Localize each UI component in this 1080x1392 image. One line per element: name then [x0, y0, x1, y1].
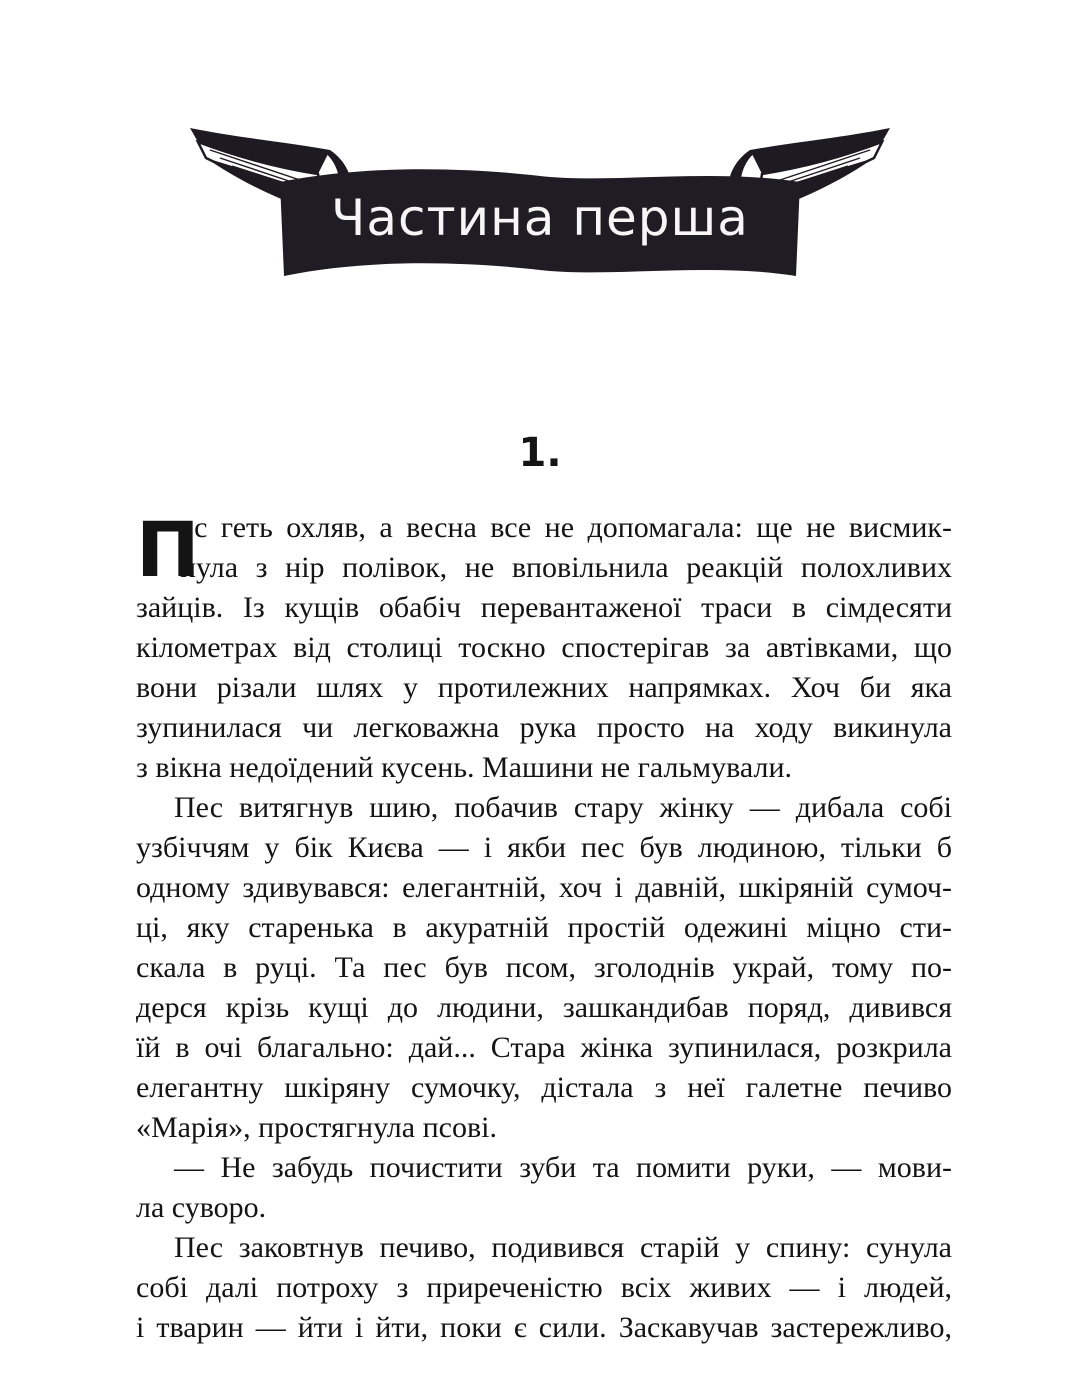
text-line: узбіччям у бік Києва — і якби пес був людиною, тільки б — [136, 831, 952, 864]
part-title: Частина перша — [331, 189, 749, 247]
text-line: елегантну шкіряну сумочку, дістала з неї галетне печиво — [136, 1071, 952, 1104]
text-line: одному здивувався: елегантній, хоч і давній, шкіряній сумоч- — [136, 871, 952, 904]
text-line: і тварин — йти і йти, поки є сили. Заскавучав застережливо, — [136, 1311, 952, 1344]
text-line: нула з нір полівок, не вповільнила реакцій полохливих — [180, 551, 952, 584]
text-line: ес геть охляв, а весна все не допомагала: ще не висмик- — [180, 511, 952, 544]
text-line: — Не забудь почистити зуби та помити руки, — мови- — [174, 1151, 952, 1184]
text-line: зупинилася чи легковажна рука просто на ходу викинула — [136, 711, 952, 744]
drop-cap: П — [136, 505, 200, 594]
text-line: Пес витягнув шию, побачив стару жінку — дибала собі — [174, 791, 952, 824]
text-line: кілометрах від столиці тоскно спостерігав за автівками, що — [136, 631, 952, 664]
text-line: собі далі потроху з приреченістю всіх живих — і людей, — [136, 1271, 952, 1304]
text-line: їй в очі благально: дай... Стара жінка зупинилася, розкрила — [136, 1031, 952, 1064]
text-line: скала в руці. Та пес був псом, зголоднів украй, тому по- — [136, 951, 952, 984]
part-banner — [180, 110, 900, 290]
text-line: ці, яку старенька в акуратній простій одежині міцно сти- — [136, 911, 952, 944]
text-line: Пес заковтнув печиво, подивився старій у спину: сунула — [174, 1231, 952, 1264]
text-line: ла суворо. — [136, 1191, 267, 1224]
chapter-number: 1. — [518, 430, 562, 476]
text-line: з вікна недоїдений кусень. Машини не гальмували. — [136, 751, 793, 784]
chapter-body — [136, 505, 952, 1348]
text-line: дерся крізь кущі до людини, зашкандибав поряд, дивився — [136, 991, 952, 1024]
text-line: вони різали шлях у протилежних напрямках. Хоч би яка — [136, 671, 952, 704]
text-line: зайців. Із кущів обабіч перевантаженої траси в сімдесяти — [136, 591, 952, 624]
text-line: «Марія», простягнула псові. — [136, 1111, 497, 1144]
